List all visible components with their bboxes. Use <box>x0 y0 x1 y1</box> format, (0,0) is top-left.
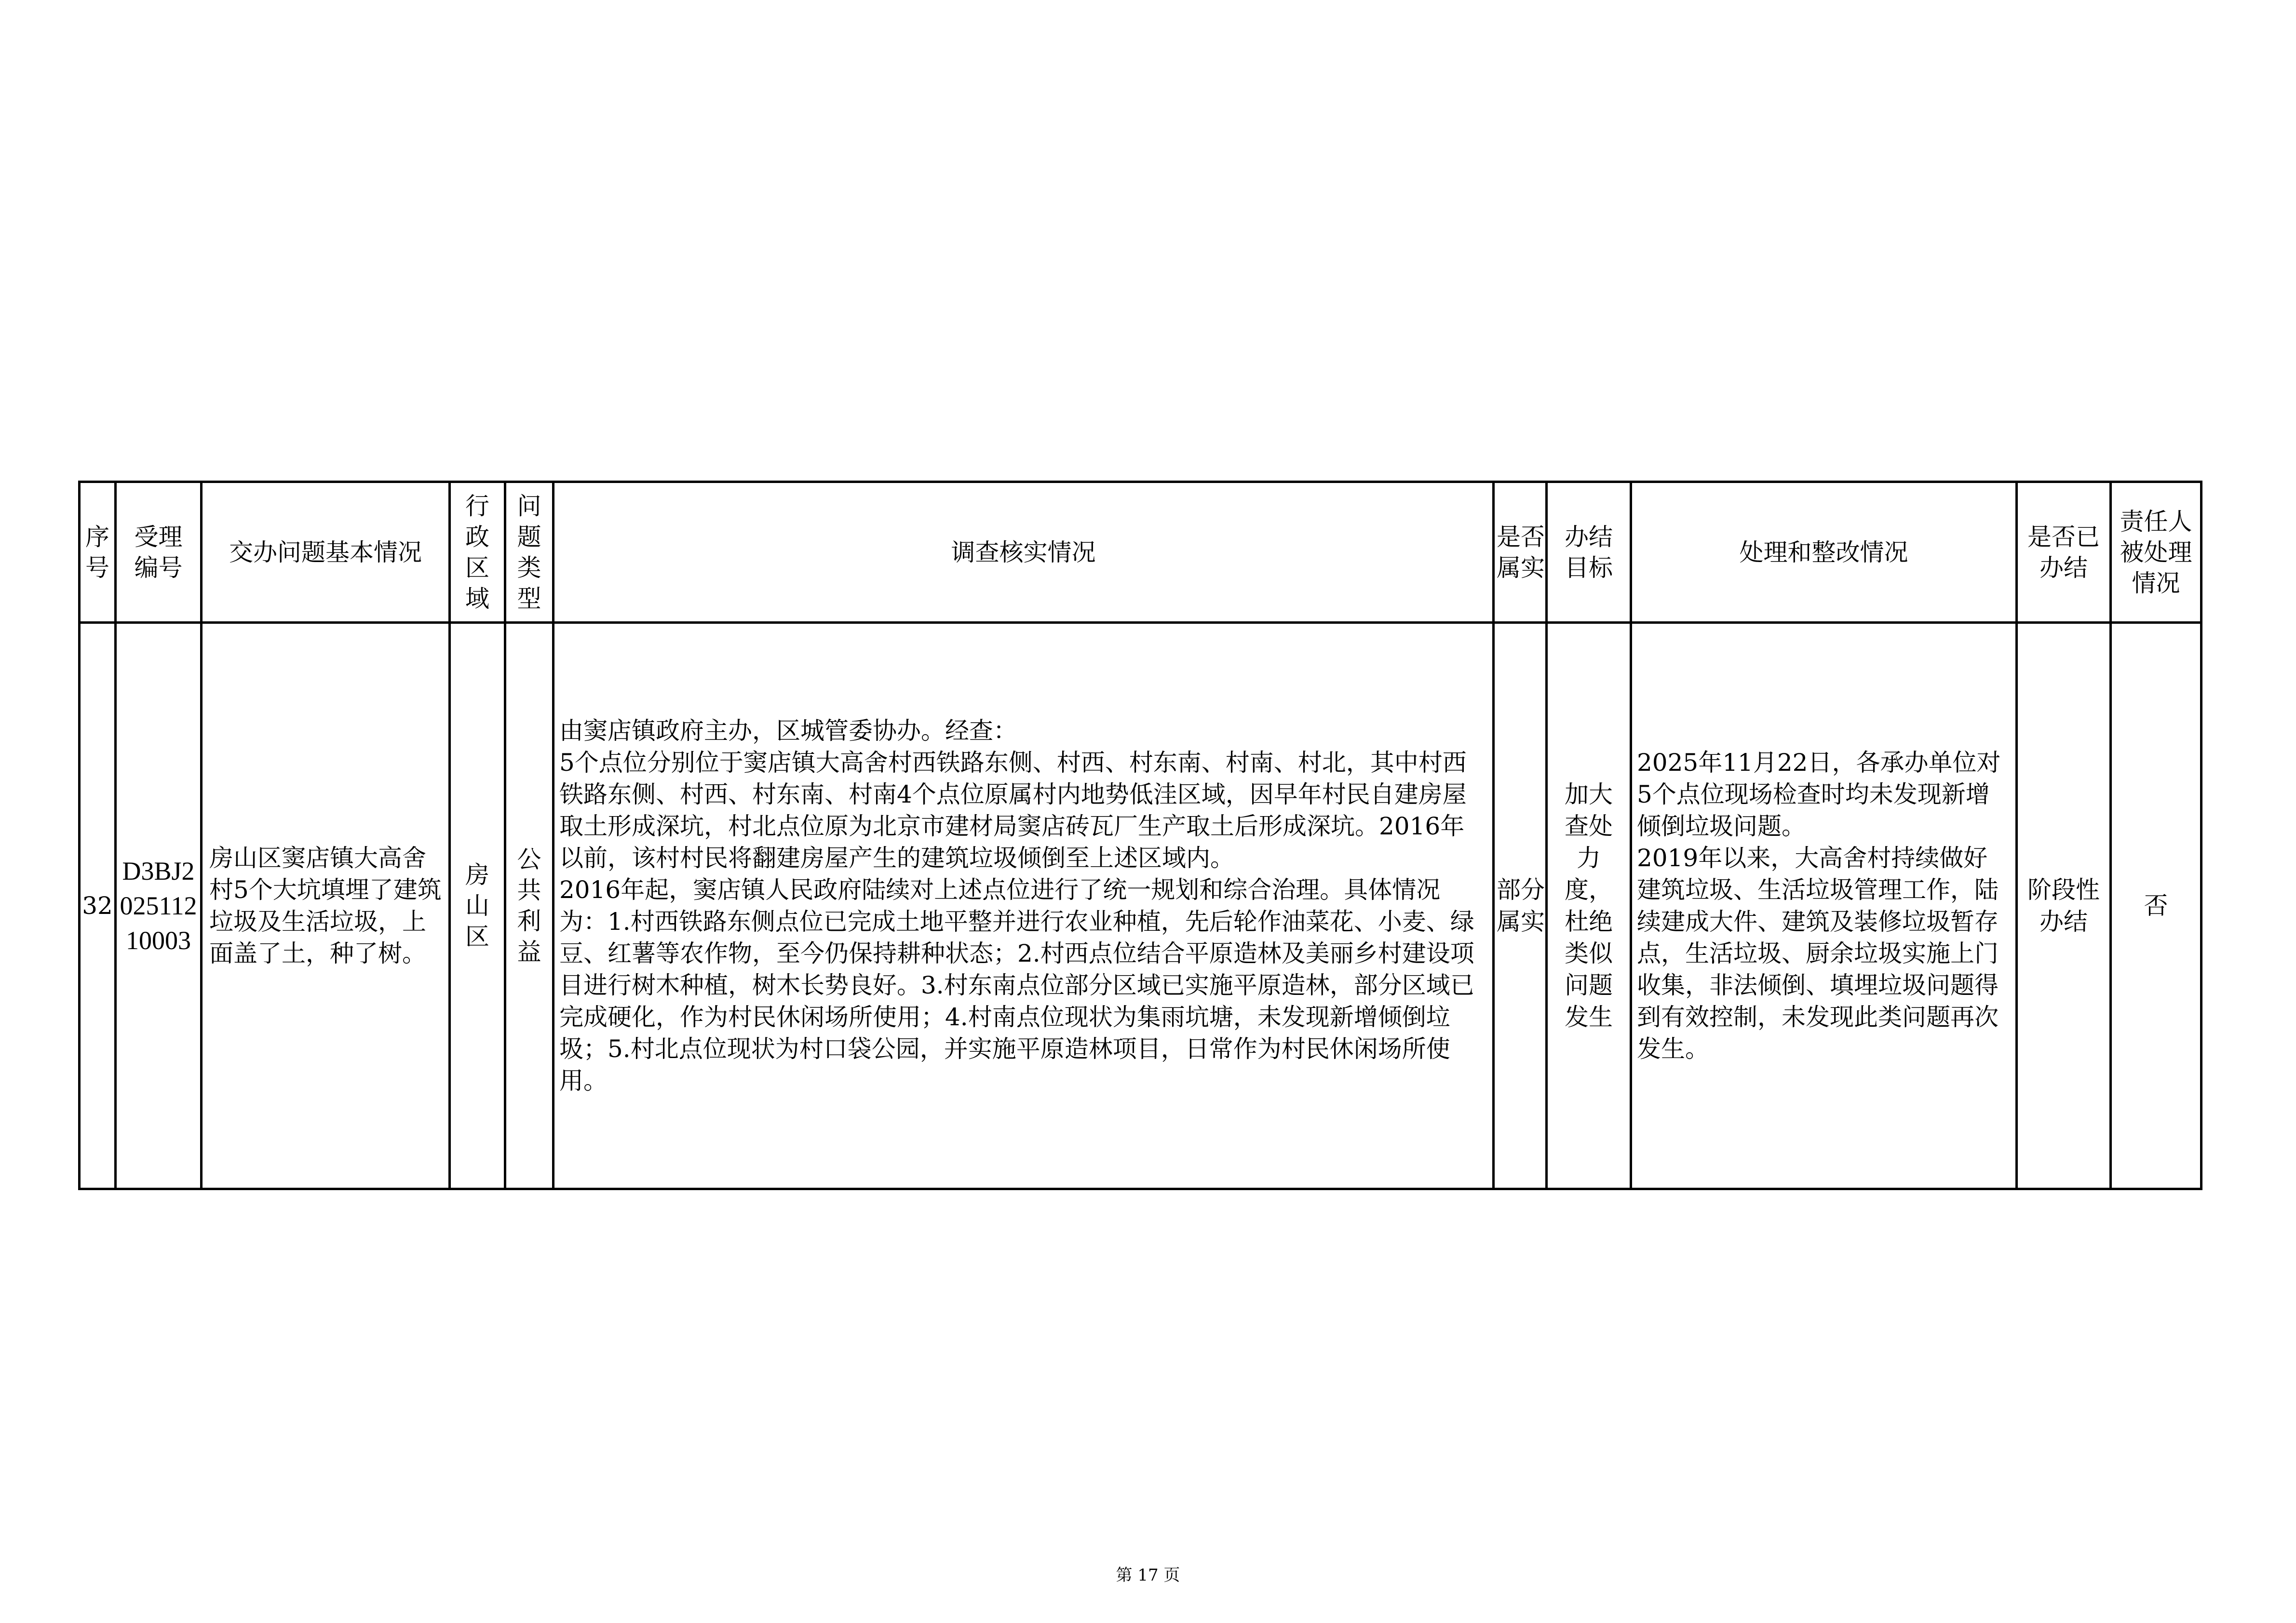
header-goal: 办结目标 <box>1547 482 1631 623</box>
investigation-para-2: 5个点位分别位于窦店镇大高舍村西铁路东侧、村西、村东南、村南、村北，其中村西铁路东侧、村西、村东南、村南4个点位原属村内地势低洼区域，因早年村民自建房屋取土形成深坑，村北点位原为北京市建材局窦店砖瓦厂生产取土后形成深坑。2016年以前，该村村民将翻建房屋产生的建筑垃圾倾倒至上述区域内。 <box>559 749 1467 872</box>
header-accountability: 责任人被处理情况 <box>2111 482 2201 623</box>
cell-accountability <box>2111 623 2201 1189</box>
cell-verified <box>1494 623 1547 1189</box>
header-case-id: 受理编号 <box>116 482 202 623</box>
table-header-row <box>80 482 2201 623</box>
page-number: 第 17 页 <box>1116 1566 1180 1585</box>
header-handling: 处理和整改情况 <box>1631 482 2017 623</box>
cell-goal <box>1547 623 1631 1189</box>
cell-issue-summary <box>202 623 450 1189</box>
table-row <box>80 623 2201 1189</box>
accountability-value: 否 <box>2144 892 2168 920</box>
closed-value: 阶段性办结 <box>2027 876 2100 936</box>
issue-summary-text: 房山区窦店镇大高舍村5个大坑填埋了建筑垃圾及生活垃圾，上面盖了土，种了树。 <box>209 844 442 967</box>
goal-value: 加大查处力度，杜绝类似问题发生 <box>1565 780 1613 1031</box>
verified-value: 部分属实 <box>1497 876 1545 936</box>
header-investigation: 调查核实情况 <box>554 482 1494 623</box>
cell-closed <box>2017 623 2111 1189</box>
issue-type-value: 公共利益 <box>517 845 541 966</box>
header-issue-type: 问题类型 <box>505 482 554 623</box>
seq-value: 32 <box>82 892 113 920</box>
investigation-para-3: 2016年起，窦店镇人民政府陆续对上述点位进行了统一规划和综合治理。具体情况为：1.村西铁路东侧点位已完成土地平整并进行农业种植，先后轮作油菜花、小麦、绿豆、红薯等农作物，至今仍保持耕种状态；2.村西点位结合平原造林及美丽乡村建设项目进行树木种植，树木长势良好。3.村东南点位部分区域已实施平原造林，部分区域已完成硬化，作为村民休闲场所使用；4.村南点位现状为集雨坑塘，未发现新增倾倒垃圾；5.村北点位现状为村口袋公园，并实施平原造林项目，日常作为村民休闲场所使用。 <box>559 876 1474 1095</box>
handling-para-1: 2025年11月22日，各承办单位对5个点位现场检查时均未发现新增倾倒垃圾问题。 <box>1637 749 2001 840</box>
header-district: 行政区域 <box>450 482 505 623</box>
header-closed: 是否已办结 <box>2017 482 2111 623</box>
handling-para-2: 2019年以来，大高舍村持续做好建筑垃圾、生活垃圾管理工作，陆续建成大件、建筑及装修垃圾暂存点，生活垃圾、厨余垃圾实施上门收集，非法倾倒、填埋垃圾问题得到有效控制，未发现此类问题再次发生。 <box>1637 844 1999 1063</box>
header-issue-summary: 交办问题基本情况 <box>202 482 450 623</box>
case-id-value: D3BJ202511210003 <box>120 857 197 955</box>
cell-case-id <box>116 623 202 1189</box>
header-verified: 是否属实 <box>1494 482 1547 623</box>
cell-issue-type <box>505 623 554 1189</box>
investigation-para-1: 由窦店镇政府主办，区城管委协办。经查： <box>559 717 1017 745</box>
header-seq: 序号 <box>80 482 116 623</box>
cell-district <box>450 623 505 1189</box>
cell-investigation <box>554 623 1494 1189</box>
issue-table <box>78 481 2202 1190</box>
cell-seq <box>80 623 116 1189</box>
cell-handling <box>1631 623 2017 1189</box>
district-value: 房山区 <box>465 860 489 951</box>
